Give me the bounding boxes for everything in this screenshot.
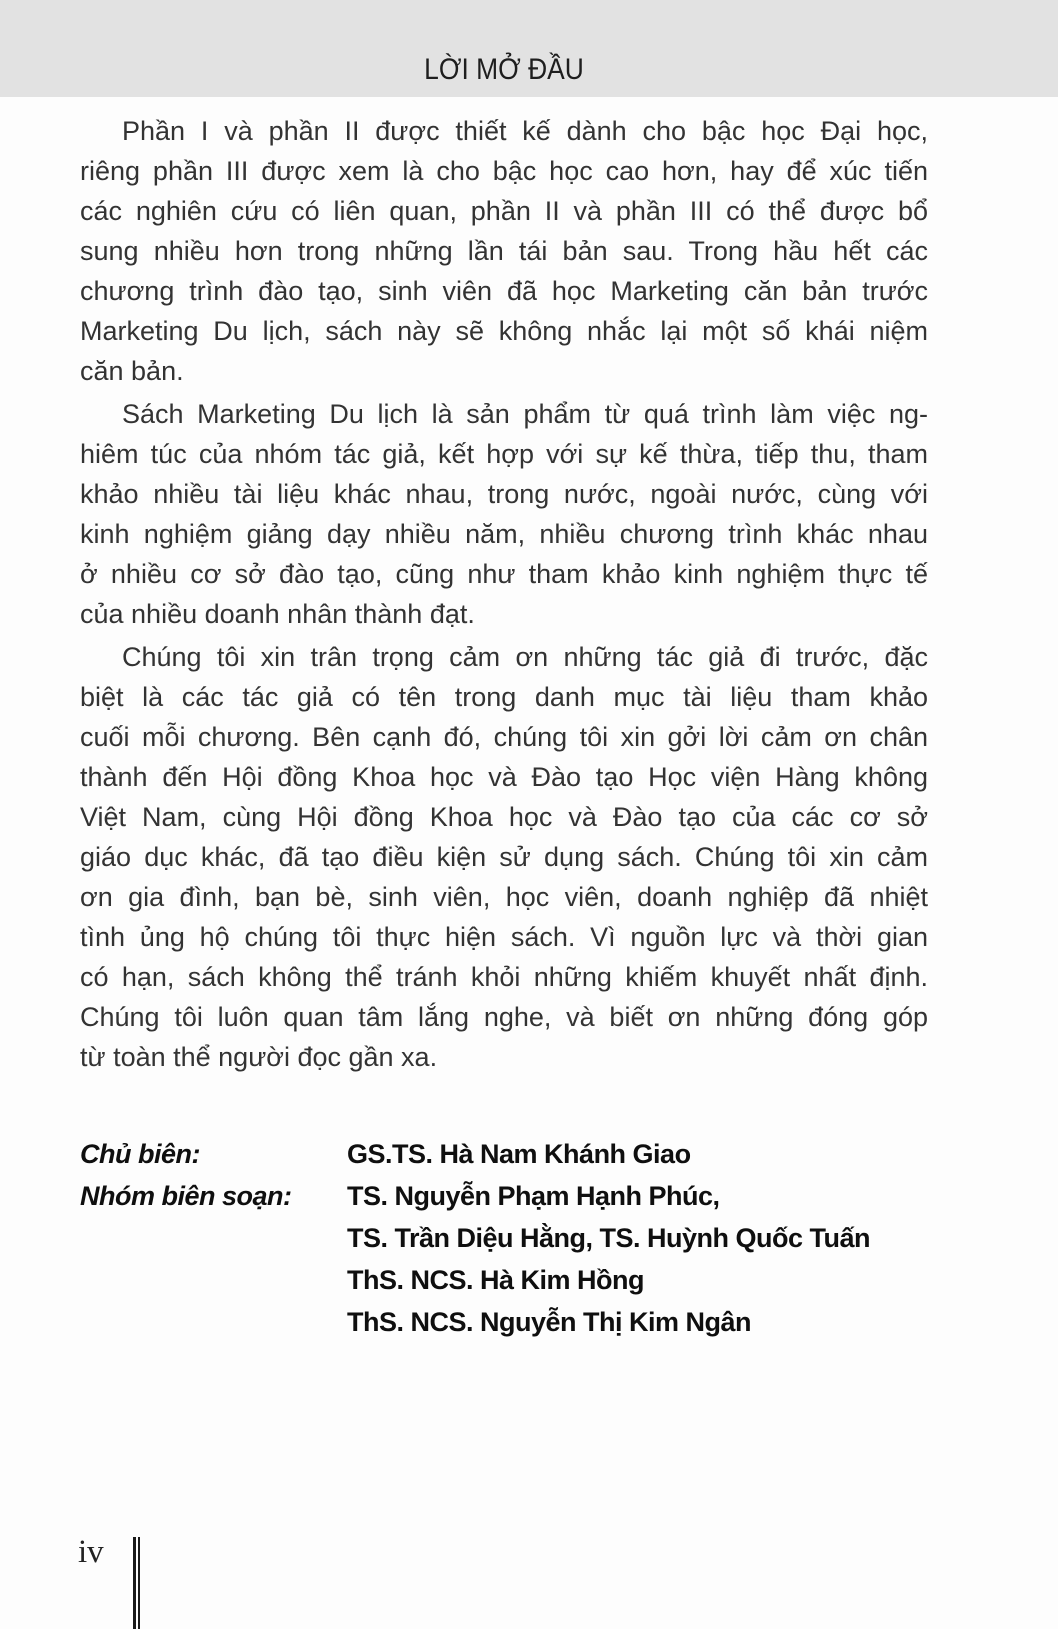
text-line: Việt Nam, cùng Hội đồng Khoa học và Đào tạo của các cơ sở [80,802,928,832]
footer-double-rule [133,1537,140,1629]
text-line: TS. Nguyễn Phạm Hạnh Phúc, [347,1181,720,1211]
text-line: Chúng tôi xin trân trọng cảm ơn những tác giả đi trước, đặc [122,642,928,672]
text-line: Marketing Du lịch, sách này sẽ không nhắc lại một số khái niệm [80,316,928,346]
text-line: GS.TS. Hà Nam Khánh Giao [347,1139,691,1169]
paragraph-3 [80,637,928,1077]
text-line: biệt là các tác giả có tên trong danh mục tài liệu tham khảo [80,682,928,712]
text-line: chương trình đào tạo, sinh viên đã học Marketing căn bản trước [80,276,928,306]
text-line: ThS. NCS. Nguyễn Thị Kim Ngân [347,1307,752,1337]
credit-row-editor [80,1133,928,1175]
credit-role-label: Chủ biên: [80,1139,200,1169]
text-line: từ toàn thể người đọc gần xa. [80,1042,438,1072]
text-line: hiêm túc của nhóm tác giả, kết hợp với sự kế thừa, tiếp thu, tham [80,439,928,469]
text-line: kinh nghiệm giảng dạy nhiều năm, nhiều chương trình khác nhau [80,519,928,549]
text-line: thành đến Hội đồng Khoa học và Đào tạo Học viện Hàng không [80,762,928,792]
text-line: sung nhiều hơn trong những lần tái bản sau. Trong hầu hết các [80,236,928,266]
paragraph-2 [80,394,928,634]
text-line: của nhiều doanh nhân thành đạt. [80,599,475,629]
page-title: LỜI MỞ ĐẦU [424,53,584,86]
text-line: cuối mỗi chương. Bên cạnh đó, chúng tôi xin gởi lời cảm ơn chân [80,722,928,752]
text-line: có hạn, sách không thể tránh khỏi những khiếm khuyết nhất định. [80,962,928,992]
text-line: Chúng tôi luôn quan tâm lắng nghe, và biết ơn những đóng góp [80,1002,928,1032]
paragraph-1 [80,111,928,391]
text-line: TS. Trần Diệu Hằng, TS. Huỳnh Quốc Tuấn [347,1223,871,1253]
text-line: ơn gia đình, bạn bè, sinh viên, học viên, doanh nghiệp đã nhiệt [80,882,928,912]
credit-role-label: Nhóm biên soạn: [80,1181,292,1211]
text-line: căn bản. [80,356,184,386]
text-line: tình ủng hộ chúng tôi thực hiện sách. Vì nguồn lực và thời gian [80,922,928,952]
text-line: các nghiên cứu có liên quan, phần II và phần III có thể được bổ [80,196,928,226]
credit-row-authors [80,1175,928,1343]
text-line: riêng phần III được xem là cho bậc học cao hơn, hay để xúc tiến [80,156,928,186]
page-header-band [0,0,1058,97]
text-line: giáo dục khác, đã tạo điều kiện sử dụng sách. Chúng tôi xin cảm [80,842,928,872]
body-text [80,111,928,1077]
text-line: ThS. NCS. Hà Kim Hồng [347,1265,645,1295]
text-line: ở nhiều cơ sở đào tạo, cũng như tham khảo kinh nghiệm thực tế [80,559,928,589]
credits-block [80,1133,928,1343]
text-line: khảo nhiều tài liệu khác nhau, trong nước, ngoài nước, cùng với [80,479,928,509]
page-number: iv [78,1534,104,1570]
credit-names [347,1133,928,1175]
credit-names [347,1175,928,1343]
text-line: Phần I và phần II được thiết kế dành cho bậc học Đại học, [122,116,928,146]
text-line: Sách Marketing Du lịch là sản phẩm từ quá trình làm việc ng- [122,399,928,429]
